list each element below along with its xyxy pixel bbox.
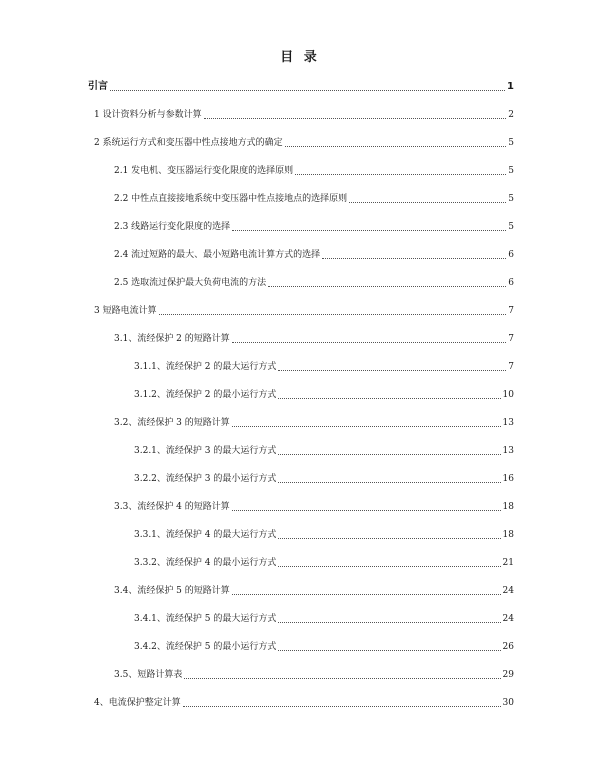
toc-entry-section-3-1-2[interactable] <box>134 388 514 402</box>
toc-entry-section-2-2[interactable] <box>114 192 514 206</box>
toc-entry-label: 2.5 选取流过保护最大负荷电流的方法 <box>114 278 267 288</box>
toc-entry-section-2-3[interactable] <box>114 220 514 234</box>
toc-entry-chapter-2[interactable] <box>94 136 514 150</box>
toc-page-number: 5 <box>508 166 514 176</box>
dot-leader <box>232 229 506 231</box>
toc-entry-section-3-3[interactable] <box>114 500 514 514</box>
toc-page-number: 30 <box>502 698 514 708</box>
toc-page-number: 6 <box>508 250 514 260</box>
toc-page-number: 29 <box>502 670 514 680</box>
toc-page-number: 5 <box>508 138 514 148</box>
toc-entry-label: 引言 <box>88 81 108 92</box>
toc-page-number: 10 <box>502 390 514 400</box>
dot-leader <box>159 313 506 315</box>
toc-page-number: 7 <box>508 306 514 316</box>
toc-entry-label: 3.3、流经保护 4 的短路计算 <box>114 502 230 512</box>
dot-leader <box>183 705 501 707</box>
toc-page-number: 24 <box>502 614 514 624</box>
toc-page-number: 5 <box>508 194 514 204</box>
toc-entry-label: 2.1 发电机、变压器运行变化限度的选择原则 <box>114 166 294 176</box>
toc-entry-section-3-1-1[interactable] <box>134 360 514 374</box>
toc-page-number: 16 <box>502 474 514 484</box>
dot-leader <box>285 145 506 147</box>
dot-leader <box>278 481 500 483</box>
toc-entry-section-3-1[interactable] <box>114 332 514 346</box>
toc-entry-label: 2.4 流过短路的最大、最小短路电流计算方式的选择 <box>114 250 321 260</box>
toc-entry-section-3-2-2[interactable] <box>134 472 514 486</box>
dot-leader <box>268 285 506 287</box>
toc-entry-label: 3.2、流经保护 3 的短路计算 <box>114 418 230 428</box>
toc-entry-label: 3.1、流经保护 2 的短路计算 <box>114 334 230 344</box>
toc-entry-intro[interactable] <box>88 80 514 94</box>
dot-leader <box>278 369 506 371</box>
toc-entry-label: 3 短路电流计算 <box>94 306 157 316</box>
toc-entry-section-3-4-2[interactable] <box>134 640 514 654</box>
toc-entry-chapter-3[interactable] <box>94 304 514 318</box>
toc-entry-label: 3.4、流经保护 5 的短路计算 <box>114 586 230 596</box>
toc-entry-section-3-5[interactable] <box>114 668 514 682</box>
toc-entry-section-3-4[interactable] <box>114 584 514 598</box>
toc-page-number: 7 <box>508 334 514 344</box>
toc-entry-section-3-4-1[interactable] <box>134 612 514 626</box>
toc-page-number: 13 <box>502 446 514 456</box>
dot-leader <box>110 89 505 91</box>
dot-leader <box>232 509 501 511</box>
toc-entry-section-3-2[interactable] <box>114 416 514 430</box>
toc-entry-label: 3.4.2、流经保护 5 的最小运行方式 <box>134 642 277 652</box>
dot-leader <box>204 117 506 119</box>
dot-leader <box>278 453 500 455</box>
toc-entry-label: 2 系统运行方式和变压器中性点接地方式的确定 <box>94 138 283 148</box>
toc-entry-label: 3.1.2、流经保护 2 的最小运行方式 <box>134 390 277 400</box>
toc-page-number: 18 <box>502 530 514 540</box>
toc-entry-label: 4、电流保护整定计算 <box>94 698 181 708</box>
toc-page-number: 7 <box>508 362 514 372</box>
toc-page-number: 6 <box>508 278 514 288</box>
page-title: 目 录 <box>280 50 320 65</box>
toc-entry-label: 1 设计资料分析与参数计算 <box>94 110 202 120</box>
toc-page-number: 5 <box>508 222 514 232</box>
toc-entry-label: 3.2.1、流经保护 3 的最大运行方式 <box>134 446 277 456</box>
dot-leader <box>278 397 500 399</box>
toc-entry-section-3-2-1[interactable] <box>134 444 514 458</box>
toc-entry-section-2-4[interactable] <box>114 248 514 262</box>
dot-leader <box>295 173 506 175</box>
toc-entry-label: 2.2 中性点直接接地系统中变压器中性点接地点的选择原则 <box>114 194 348 204</box>
toc-entry-section-3-3-1[interactable] <box>134 528 514 542</box>
toc-entry-label: 3.2.2、流经保护 3 的最小运行方式 <box>134 474 277 484</box>
toc-entry-section-2-5[interactable] <box>114 276 514 290</box>
toc-page-number: 1 <box>507 81 514 92</box>
dot-leader <box>184 677 500 679</box>
toc-page-number: 24 <box>502 586 514 596</box>
toc-page-number: 2 <box>508 110 514 120</box>
toc-entry-chapter-4[interactable] <box>94 696 514 710</box>
toc-page-number: 18 <box>502 502 514 512</box>
toc-entry-label: 3.3.1、流经保护 4 的最大运行方式 <box>134 530 277 540</box>
dot-leader <box>232 341 506 343</box>
toc-entry-chapter-1[interactable] <box>94 108 514 122</box>
dot-leader <box>278 537 500 539</box>
dot-leader <box>349 201 506 203</box>
toc-entry-label: 3.1.1、流经保护 2 的最大运行方式 <box>134 362 277 372</box>
toc-page-number: 21 <box>502 558 514 568</box>
toc-page-number: 13 <box>502 418 514 428</box>
dot-leader <box>278 621 500 623</box>
toc-entry-section-2-1[interactable] <box>114 164 514 178</box>
toc-entry-label: 3.4.1、流经保护 5 的最大运行方式 <box>134 614 277 624</box>
toc-entry-label: 3.3.2、流经保护 4 的最小运行方式 <box>134 558 277 568</box>
dot-leader <box>278 565 500 567</box>
toc-page-number: 26 <box>502 642 514 652</box>
dot-leader <box>322 257 506 259</box>
toc-entry-label: 2.3 线路运行变化限度的选择 <box>114 222 231 232</box>
dot-leader <box>232 593 501 595</box>
toc-entry-section-3-3-2[interactable] <box>134 556 514 570</box>
dot-leader <box>232 425 501 427</box>
dot-leader <box>278 649 500 651</box>
toc-entry-label: 3.5、短路计算表 <box>114 670 183 680</box>
